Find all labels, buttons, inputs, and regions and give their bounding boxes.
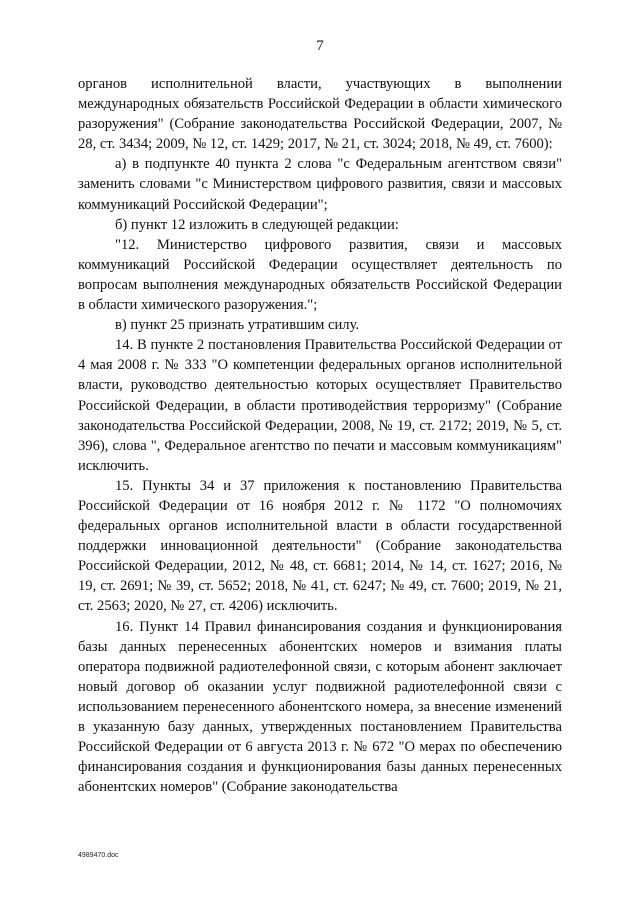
document-body [78, 74, 562, 797]
paragraph-item-15: 15. Пункты 34 и 37 приложения к постановлению Правительства Российской Федерации от 16 ноября 2012 г. № 1172 "О полномочиях федеральных органов исполнительной власти в области государственной поддержки инновационной деятельности" (Собрание законодательства Российской Федерации, 2012, № 48, ст. 6681; 2014, № 14, ст. 1627; 2016, № 19, ст. 2691; № 39, ст. 5652; 2018, № 41, ст. 6247; № 49, ст. 7600; 2019, № 21, ст. 2563; 2020, № 27, ст. 4206) исключить. [78, 477, 562, 615]
page-number: 7 [316, 38, 324, 54]
paragraph-item-16: 16. Пункт 14 Правил финансирования создания и функционирования базы данных перенесенных абонентских номеров и взимания платы оператора подвижной радиотелефонной связи, с которым абонент заключает новый договор об оказании услуг подвижной радиотелефонной связи с использованием перенесенного абонентского номера, за внесение изменений в указанную базу данных, утвержденных постановлением Правительства Российской Федерации от 6 августа 2013 г. № 672 "О мерах по обеспечению финансирования создания и функционирования базы данных перенесенных абонентских номеров" (Собрание законодательства [78, 618, 562, 796]
paragraph-continuation: органов исполнительной власти, участвующих в выполнении международных обязательств Российской Федерации в области химического разоружения" (Собрание законодательства Российской Федерации, 2007, № 28, ст. 3434; 2009, № 12, ст. 1429; 2017, № 21, ст. 3024; 2018, № 49, ст. 7600): [78, 76, 562, 153]
paragraph-subitem-c: в) пункт 25 признать утратившим силу. [115, 317, 360, 334]
document-file-code: 4989470.doc [78, 852, 119, 859]
paragraph-subitem-a: а) в подпункте 40 пункта 2 слова "с Федеральным агентством связи" заменить словами "с Министерством цифрового развития, связи и массовых коммуникаций Российской Федерации"; [78, 156, 562, 213]
paragraph-quoted-item-12: "12. Министерство цифрового развития, связи и массовых коммуникаций Российской Федерации осуществляет деятельность по вопросам выполнения международных обязательств Российской Федерации в области химического разоружения."; [78, 236, 562, 314]
paragraph-item-14: 14. В пункте 2 постановления Правительства Российской Федерации от 4 мая 2008 г. № 333 "О компетенции федеральных органов исполнительной власти, руководство деятельностью которых осуществляет Правительство Российской Федерации, в области противодействия терроризму" (Собрание законодательства Российской Федерации, 2008, № 19, ст. 2172; 2019, № 5, ст. 396), слова ", Федеральное агентство по печати и массовым коммуникациям" исключить. [78, 337, 562, 474]
paragraph-subitem-b: б) пункт 12 изложить в следующей редакции: [115, 216, 399, 233]
